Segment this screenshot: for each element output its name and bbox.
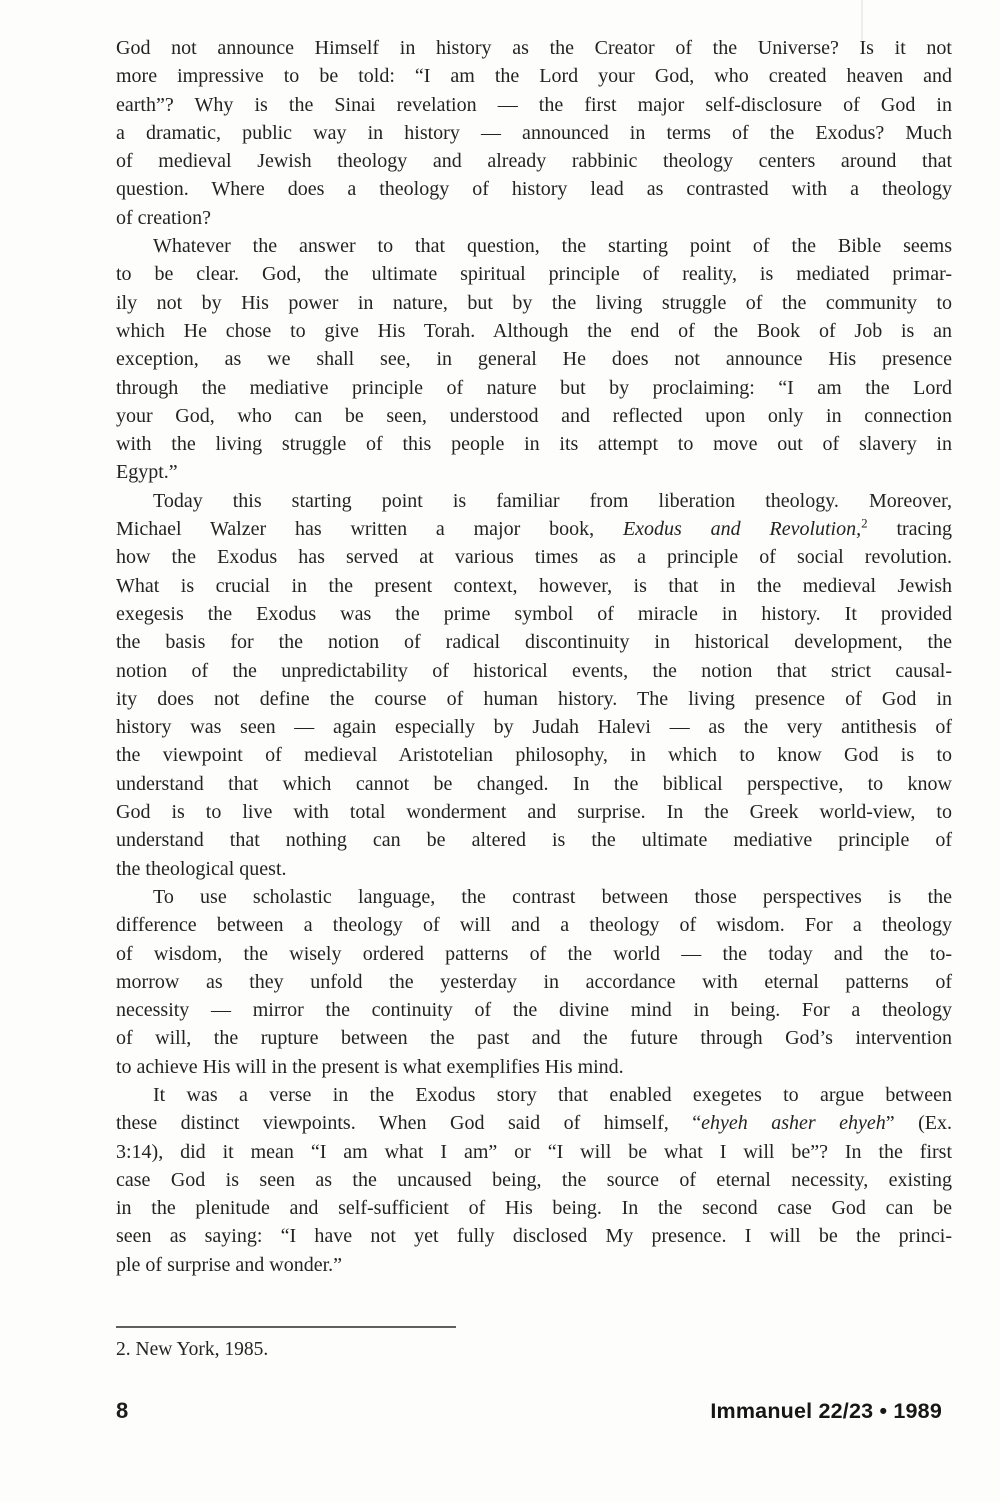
- text-line: [116, 317, 952, 345]
- text-segment: ity does not define the course of human history. The living presence of God in: [116, 687, 952, 710]
- text-segment: Today this starting point is familiar from liberation theology. Moreover,: [153, 489, 952, 512]
- text-segment: question. Where does a theology of history lead as contrasted with a theology: [116, 178, 952, 201]
- text-segment: necessity — mirror the continuity of the divine mind in being. For a theology: [116, 999, 952, 1022]
- text-line: [116, 968, 952, 996]
- text-segment: your God, who can be seen, understood and reflected upon only in connection: [116, 404, 952, 427]
- paragraph: [116, 883, 952, 1081]
- text-segment: which He chose to give His Torah. Although the end of the Book of Job is an: [116, 319, 952, 342]
- text-line: [116, 543, 952, 571]
- text-segment: in the plenitude and self-sufficient of His being. In the second case God can be: [116, 1197, 952, 1220]
- footnote-text: 2. New York, 1985.: [116, 1339, 269, 1360]
- text-line: [116, 374, 952, 402]
- text-line: [116, 1166, 952, 1194]
- text-line: [116, 458, 952, 486]
- text-line: [116, 289, 952, 317]
- text-line: [116, 685, 952, 713]
- text-line: [116, 572, 952, 600]
- footnote-marker: 2: [861, 515, 868, 531]
- text-segment: ehyeh asher ehyeh: [701, 1112, 886, 1135]
- text-line: [116, 1251, 952, 1279]
- text-segment: earth”? Why is the Sinai revelation — the first major self-disclosure of God in: [116, 93, 952, 116]
- footnote-divider: [116, 1326, 456, 1328]
- paragraph: [116, 34, 952, 232]
- text-line: [116, 741, 952, 769]
- text-segment: the viewpoint of medieval Aristotelian philosophy, in which to know God is to: [116, 744, 952, 767]
- text-line: [116, 798, 952, 826]
- text-line: [116, 1138, 952, 1166]
- page-number: 8: [116, 1398, 129, 1423]
- text-segment: the theological quest.: [116, 857, 287, 880]
- text-segment: To use scholastic language, the contrast between those perspectives is the: [153, 885, 952, 908]
- text-segment: to be clear. God, the ultimate spiritual principle of reality, is mediated primar-: [116, 263, 952, 286]
- text-line: [116, 1109, 952, 1137]
- text-segment: the basis for the notion of radical discontinuity in historical development, the: [116, 631, 952, 654]
- text-segment: morrow as they unfold the yesterday in accordance with eternal patterns of: [116, 970, 952, 993]
- text-line: [116, 940, 952, 968]
- text-segment: these distinct viewpoints. When God said of himself, “: [116, 1112, 702, 1135]
- text-line: [116, 515, 952, 543]
- text-line: [116, 62, 952, 90]
- journal-title: Immanuel 22/23 • 1989: [710, 1399, 942, 1423]
- text-line: [116, 713, 952, 741]
- text-segment: of medieval Jewish theology and already rabbinic theology centers around that: [116, 150, 952, 173]
- text-line: [116, 855, 952, 883]
- text-segment: Egypt.”: [116, 461, 178, 484]
- text-segment: notion of the unpredictability of historical events, the notion that strict causal-: [116, 659, 952, 682]
- text-segment: history was seen — again especially by Judah Halevi — as the very antithesis of: [116, 716, 952, 739]
- text-line: [116, 657, 952, 685]
- text-segment: more impressive to be told: “I am the Lord your God, who created heaven and: [116, 65, 952, 88]
- text-segment: ple of surprise and wonder.”: [116, 1253, 343, 1276]
- text-line: [116, 1222, 952, 1250]
- text-line: [116, 345, 952, 373]
- text-segment: What is crucial in the present context, however, is that in the medieval Jewish: [116, 574, 952, 597]
- text-segment: difference between a theology of will and a theology of wisdom. For a theology: [116, 914, 952, 937]
- text-segment: ” (Ex.: [885, 1112, 952, 1135]
- text-segment: understand that which cannot be changed. In the biblical perspective, to know: [116, 772, 952, 795]
- text-line: [116, 487, 952, 515]
- text-line: [116, 883, 952, 911]
- text-segment: tracing: [867, 518, 952, 541]
- text-line: [116, 770, 952, 798]
- text-line: [116, 1053, 952, 1081]
- text-segment: Michael Walzer has written a major book,: [116, 518, 623, 541]
- text-segment: of will, the rupture between the past and the future through God’s intervention: [116, 1027, 952, 1050]
- text-segment: of creation?: [116, 206, 211, 229]
- text-line: [116, 911, 952, 939]
- text-line: [116, 34, 952, 62]
- text-segment: Whatever the answer to that question, the starting point of the Bible seems: [153, 235, 952, 258]
- text-line: [116, 1081, 952, 1109]
- text-line: [116, 204, 952, 232]
- text-segment: God not announce Himself in history as the Creator of the Universe? Is it not: [116, 37, 952, 59]
- text-segment: seen as saying: “I have not yet fully disclosed My presence. I will be the princi-: [116, 1225, 952, 1248]
- text-line: [116, 996, 952, 1024]
- text-line: [116, 91, 952, 119]
- text-line: [116, 628, 952, 656]
- paragraph: [116, 487, 952, 883]
- text-line: [116, 147, 952, 175]
- text-segment: a dramatic, public way in history — announced in terms of the Exodus? Much: [116, 121, 952, 144]
- text-segment: understand that nothing can be altered is the ultimate mediative principle of: [116, 829, 952, 852]
- text-segment: to achieve His will in the present is what exemplifies His mind.: [116, 1055, 624, 1078]
- text-line: [116, 402, 952, 430]
- text-segment: of wisdom, the wisely ordered patterns of the world — the today and the to-: [116, 942, 952, 965]
- text-segment: how the Exodus has served at various times as a principle of social revolution.: [116, 546, 952, 569]
- text-line: [116, 232, 952, 260]
- page-footer: [116, 1398, 942, 1424]
- text-line: [116, 600, 952, 628]
- text-line: [116, 1194, 952, 1222]
- footnote: [116, 1326, 952, 1361]
- text-line: [116, 119, 952, 147]
- text-segment: case God is seen as the uncaused being, the source of eternal necessity, existing: [116, 1168, 952, 1191]
- text-segment: God is to live with total wonderment and surprise. In the Greek world-view, to: [116, 801, 952, 824]
- text-segment: ily not by His power in nature, but by the living struggle of the community to: [116, 291, 952, 314]
- text-segment: exegesis the Exodus was the prime symbol of miracle in history. It provided: [116, 602, 952, 625]
- text-line: [116, 175, 952, 203]
- text-line: [116, 430, 952, 458]
- page-text: [116, 34, 952, 1279]
- text-segment: Exodus and Revolution,: [622, 518, 862, 541]
- text-line: [116, 260, 952, 288]
- text-segment: through the mediative principle of nature but by proclaiming: “I am the Lord: [116, 376, 952, 399]
- paragraph: [116, 232, 952, 487]
- paragraph: [116, 1081, 952, 1279]
- text-line: [116, 1024, 952, 1052]
- text-segment: 3:14), did it mean “I am what I am” or “I will be what I will be”? In the first: [116, 1140, 952, 1163]
- text-segment: It was a verse in the Exodus story that enabled exegetes to argue between: [153, 1083, 952, 1106]
- text-line: [116, 826, 952, 854]
- text-segment: exception, as we shall see, in general He does not announce His presence: [116, 348, 952, 371]
- text-segment: with the living struggle of this people in its attempt to move out of slavery in: [116, 433, 952, 456]
